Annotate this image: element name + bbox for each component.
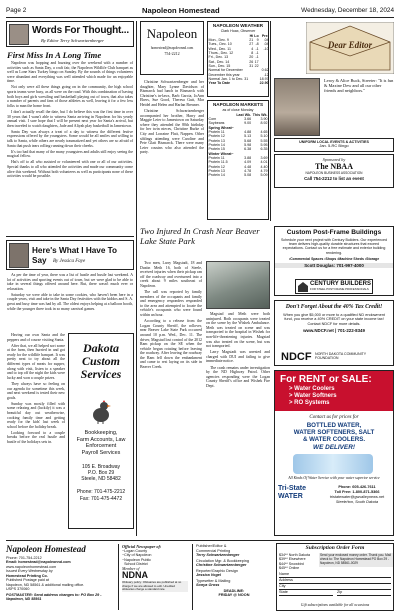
city-field[interactable]: City [279,584,391,590]
section-rule [6,236,134,237]
official-title: Official Newspaper of: [122,544,162,549]
table-row: Mon., Dec. 9 21 9 .04 [208,38,269,43]
paragraph: They always have so feeling on our agenda for sometime this week, and next weekend is tested their new goals. [7,381,65,400]
list-item: ~City of Napoleon [122,553,152,558]
phone: Toll Free: 1-800-871-5366 [334,490,380,494]
middle-social-body [140,80,204,157]
table-row: Wed., Dec. 11 4 -1 -10 [208,46,269,51]
obituary-policy: Obituary policy: Obituaries are published at no charge if we are allowed to edit. Unedited obituaries charge a standard rate. [122,581,188,591]
table-row: Spring Wheat~ [208,125,234,130]
article-headline: First Miss In A Long Time [7,50,102,60]
paragraph: I don't actually recall the date, but I do believe this was the first time in over 30 years that I wasn't able to witness Santa arriving in Napoleon for his yearly annual visit. I sure hope that I will be present next year for Santa's arrival, but then traveled to watch daughters, Jade and Aliyah play basketball in Jamestown. [7,109,133,128]
table-row: Protein 12 4.48 4.40 [208,164,268,169]
markets-title: NAPOLEON MARKETS [212,102,264,107]
nbaa-sponsor-ad [274,154,394,188]
table-row: Protein 11.5 4.09 4.01 [208,160,268,165]
paragraph: Looking forward to a couple breaks before the real hustle and bustle of the holidays sets in. [7,430,65,445]
footer-lines [6,556,114,592]
table-row: Protein 13 4.78 4.79 [208,168,268,173]
weather-observer: Clark Hoax, Observer [220,28,256,33]
paper-name: Napoleon Homestead [142,6,220,15]
heres-body-top [7,273,133,313]
page-number: Page 2 [6,7,27,14]
subscription-title: Subscription Order Form [305,545,365,551]
barn-icon [298,282,308,292]
water-jug-icon [293,454,373,474]
price-option[interactable]: $39** Elsewhere [279,557,306,562]
dear-editor-graphic [306,22,394,74]
footer-line: Napoleon, ND 58561 & additional mailing office. [6,582,85,587]
ad-title: For RENT or SALE: [280,374,372,385]
ad-fax: Fax: 701-475-4472 [79,496,123,502]
ndcf-logo: NDCF [281,351,312,363]
table-row: Thurs., Dec. 12 8 -1 [208,51,259,56]
table-row: Corn 3.66 3.90 [208,117,268,122]
table-row: Tues., Dec. 10 27 -8 .04 [208,42,269,47]
price-option[interactable]: $34** North Dakota [279,553,310,557]
sponsor-label: Sponsored by [322,157,346,162]
paragraph: The crash remains under investigation by the ND Highway Patrol. Other agencies responding were the Logan County Sheriff's office and Wishek Fire Dept. [206,365,270,388]
masthead-rule [6,17,394,18]
ad-title: Don't Forget About the 40% Tax Credit! [285,304,383,310]
subscription-note: Send your enclosed money order. Thank you. Mail check to: The Napoleon Homestead PO Box 29 - Napoleon, ND 58561-0029 [320,553,391,565]
editor-photo [9,24,29,45]
staff-list [192,544,272,610]
list-item: & WATER COOLERS. [302,436,366,443]
markets-sub: as of close Monday [222,107,254,112]
columnist-photo [9,243,29,268]
sponsor-name: The NBAA [314,162,353,172]
issue-date: Wednesday, December 18, 2024 [301,7,394,14]
brand-name: CENTURY BUILDERS [310,281,372,287]
column-divider [136,21,137,536]
uniform-events-ad [274,138,394,152]
city: Steele/ton, South Dakota [335,500,379,504]
paragraph: Christine Schwartzenberger accompanied her brother, Harry and Maggie Leier to Jamestown on Saturday where they attended the 80th birthday for her twin nieces, Christine Burke of City and Lorraine Flatt, Nappen. Other siblings attending were Caroline and Pete Glatt Bismarck. There were many Leier cousins who also attended the party. [140,109,204,155]
couple-photo [274,78,320,136]
tristate-water-ad [274,370,394,536]
table-row: Sat., Dec. 14 26 17 [208,59,259,64]
heres-what-header [6,240,134,270]
address-field[interactable]: Address [279,578,391,584]
crash-body-right [206,312,270,536]
footer-line: Published Postage paid at [6,578,49,583]
markets-table: Last Wk. This Wk. Corn 3.66 3.90 Soybeans 9.00 8.92 Spring Wheat~ Protein 11 4.88 4.65 Protein 12 5.13 5.10 Protein 13 5.68 5.55 Protein 14 5.98 5.95 Protein 15 6.38 6.35 Winter Wheat~ Protein 11 3.88 3.69 Protein 11.5 4.09 4.01 Protein 12 4.48 4.40 Protein 13 4.78 4.79 Protein 14 5.08 5.09 [208,112,268,178]
service-item: Payroll Services [81,449,121,456]
paragraph: According to a release from the Logan County Sheriff, the rollover, near Beaver Lake State Park occurred around 10 p.m. Wed., Dec. 11. The driver, Magstad lost control of the 2012 Ram pickup on the SE when the vehicle began rotating before leaving the roadway. After leaving the roadway the Ram fell down the embankment and came to rest laying on its side in Beaver Creek. [140,319,202,370]
web: tristatewater@gwvalleynews.net [329,495,385,499]
paragraph: Santa Day was always a treat of a day to witness the different festive expressions offered by the youngsters. Some would be all smiles and willing to talk to Santa, while others are nearly traumatized and yet others are so afraid of Santa that push tears rolling running down their cheeks. [7,129,133,148]
footer-line: USPS 370060 [6,587,30,592]
crash-photo [206,261,270,309]
subscription-form [276,543,394,611]
address-line: Steele, ND 58482 [81,476,121,483]
social-phone: 754-2212 [164,51,180,56]
list-item: School District [124,562,148,567]
century-logo [295,279,373,294]
table-row: Protein 14 5.08 5.09 [208,173,268,178]
staff-entry: Reporter/Graphic Design Jessica Vogel [196,568,238,577]
paragraph: Hat's off to all who assisted or volunteered with one or all of our activities. Special thanks to all who attended the activities and made our community come alive this weekend. Without both volunteers as well as participants none of these activities would be possible. [7,160,133,179]
subscription-prices [279,553,319,571]
list-item: ~Logan County [122,549,148,554]
column-divider [270,21,271,221]
napoleon-social-box [140,21,204,75]
ad-address [71,464,131,483]
crash-body-left [140,261,202,536]
table-row: Protein 12 5.13 5.10 [208,134,268,139]
service-item: Bookkeeping, [84,430,118,436]
photo-caption: Leroy & Alice Buck, Streeter: "It is fun & Maxine Dew and all our other friends and neighbors." [324,78,394,93]
century-builders-ad [274,226,394,296]
ad-web: www.NDCF.net | 701-222-8349 [303,328,365,334]
paragraph: As per the time of year, there was a list of hustle and bustle last weekend. A lot of activities and sporting events out of town, but we were glad to be able to take in several things offered around here. But, there wasn't much ever or relaxation. [7,273,133,291]
table-row: Soybeans 9.00 8.92 [208,121,268,126]
dakota-custom-ad [68,333,134,529]
price-option[interactable]: $45** Online [279,566,300,571]
masthead [6,6,394,16]
paragraph: Magstad and Meth were both uninjured. Both occupants were treated on the scene by the Wishek Ambulance. Meth was treated on scene and was transported to the hospital in Wishek for non-life-threatening injuries. Magstad was also treated on the scene, but was not transported. [206,312,270,349]
social-title: Napoleon [146,26,198,41]
state-field[interactable]: State [279,590,333,596]
ndcf-name: NORTH DAKOTA COMMUNITY FOUNDATION [315,352,367,361]
postmaster-notice: POSTMASTER: Send address changes to: PO Box 29 - Napoleon, ND 58561 [6,592,102,602]
column-title: Here's What I Have To Say [32,246,118,265]
sponsor-sub: NAPOLEON BUSINESS ASSOCIATION [305,170,363,175]
table-row: Protein 11 4.88 4.65 [208,130,268,135]
ad-title: Dakota Custom Services [80,341,122,381]
dear-editor-title: Dear Editor [327,40,373,50]
deliver-callout: WE DELIVER! [313,444,355,451]
price-option[interactable]: $44** Snowbird [279,561,304,566]
sponsor-phone: Call 754-2212 to list an event [304,176,364,182]
footer-masthead [6,544,114,610]
address-line: P.O. Box 29 [87,470,115,477]
table-row: Protein 13 5.68 5.55 [208,138,268,143]
gift-note: Gift subscriptions available for all occasions [300,603,370,607]
ad-body: When you give $5,000 or more to a qualified ND endowment fund, you receive a 40% CREDIT on your state income tax! Contact NDCF for more details. [283,312,385,326]
paragraph: Napoleon was hopping and buzzing over the weekend with a number of activities such as Santa Day, a craft fair, the Napoleon Wildlife Club banquet as well as Lone Stars Turkey bingo on Sunday. By the sounds of things volunteers were abundant and everything was well attended which made for an enjoyable time. [7,61,133,84]
ad-contacts [323,485,391,505]
table-row: Sun., Dec. 15 31 22 [208,64,259,68]
events-item: Jan. 5-RC Bingo [319,143,349,149]
heres-body-left [7,333,65,537]
weather-title: NAPOLEON WEATHER [212,23,264,28]
footer-line: Email: homestead@napoleonnd.com [6,560,71,565]
subscription-fields [279,572,391,596]
ad-title: Custom Post-Frame Buildings [286,229,382,236]
markets-box [207,100,269,220]
social-email: homestead@napoleonnd.com [150,46,194,50]
list-item: ~Napoleon Public [122,557,152,562]
paragraph: Christine Schwartzenberger and her daughter, Mary Lynne Davidson of Bismarck had lunch in Bismarck with Christine's in-laws, Barb Garcia, JoAnn Ebers, Sue Good, Theresa Gutt, Mar Heidel and Helen and Harlan Breuner. [140,80,204,107]
staff-entry: Publisher/Editor & Commercial Printing Terry Schwartzenberger [196,544,240,557]
staff-entry: Typesetter & Mailing Sonya Gross [196,578,231,587]
weather-table: Hi Lo Pre. Mon., Dec. 9 21 9 .04 Tues., Dec. 10 27 -8 .04 Wed., Dec. 11 4 -1 -10 Thurs., Dec. 12 8 -1 Fri., Dec. 13 20 -1 Sat., Dec. 14 26 17 Sun., Dec. 15 31 22 Normal for December 0.62 December this year .12 Normal Jan. 1 to Dec. 31 18.97 Year To Date 22.90 [208,33,269,86]
ndna-logo: NDNA [122,570,148,581]
ad-phone: Phone: 701-475-2212 [76,489,126,495]
member-label: Member of [122,565,140,571]
table-row: Protein 14 5.98 5.95 [208,143,268,147]
ad-body: Schedule your next project with Century Builders. Our experienced team delivers high-quality durable structures that exceed expectations. Contact us for a free estimate and exterior building rendering. [280,237,388,255]
list-item: BOTTLED WATER, [306,422,362,429]
footer-line: www.napoleonhomestead.com [6,564,57,569]
paragraph: Not only were all these things going on in the community, the high school sports teams were busy, as all were on the road. With this combination of having both boys and girls wrestling and basketball playing out of town, that also takes a number of parents and fans of those athletes as well, leaving it for a few less folks to man the home front. [7,85,133,108]
paragraph: Sunday was mostly filled with some relaxing and (luckily) it was a beautiful day out weatherwise, cooking family time and getting ready for the kids' last week of school before the holiday break. [7,401,65,429]
staff-entry: Circulation Mgr. & Bookkeeping Christine Schwartzenberger [196,558,249,567]
column-byline: By Jessica Faye [53,259,86,264]
official-list [122,549,188,567]
deadline: DEADLINE: FRIDAY @ NOON [218,588,250,597]
chicken-icon [91,400,111,424]
ad-contact: Contact us for prices for [309,415,359,420]
table-row: Protein 11 3.88 3.69 [208,155,268,160]
footer-line: Homestead Printing Co. [6,573,48,578]
name-field[interactable]: Name [279,572,391,578]
weather-box [207,21,269,97]
list-item: > Water Coolers [289,386,335,392]
zip-field[interactable]: Zip [337,590,391,596]
words-body [7,61,133,180]
tristate-logo: Tri-State WATER [278,485,307,500]
list-item: WATER SOFTENERS, SALT [293,429,375,436]
address-line: 105 E. Broadway [81,464,121,470]
paragraph: Larry Magstadt was arrested and charged with DUI and failing to give immediate notice. [206,350,270,364]
product-list [275,422,393,443]
ad-footer: All Kinds Of Water Service with your water superior service [288,476,380,480]
paragraph: Saturday we were able to take in some cookies, who haven't been here in a couple years, visit and take in the Santa Day festivities with the kiddos and S. A. great and busy time was had by all. The oldest enjoys helping at a balloon booth, while the younger three took in so many carnival games. [7,292,133,311]
service-item: Farm Accounts, Law [76,436,126,443]
column-byline: By Editor Terry Schwartzenberger [41,38,105,43]
table-row: Fri., Dec. 13 20 -1 [208,55,259,60]
paragraph: It's too bad that many of the many youngsters and adults still enjoy seeing the magical fellow. [7,149,133,159]
services-list [71,430,131,456]
table-row: Winter Wheat~ [208,151,234,156]
official-newspaper [118,544,188,610]
events-title: UNIFORM LOCAL EVENTS & ACTIVITIES [299,140,369,144]
paragraph: After that, we all helped sort some at the farm, then hurried in and got ready for the wildlife banquet. It was pretty neat to try about all the different types of meats for supper, along with visit, listen to a speaker and to top off the night the kids were lucky and won a couple prizes. [7,343,65,380]
paragraph: Having our own Santa and the peppers and of course visiting Santa. [7,333,65,342]
list-item: > Water Softners [289,393,337,399]
footer-line: Issued Every Wednesday by [6,569,53,574]
rental-list [289,386,337,407]
footer-line: Phone: 701-754-2212 [6,555,42,560]
paragraph: Two men, Larry Magstadt, 18 and Dustin Meth 16, both of Steele, received injuries when their pickup ran off the roadway and overturned into a creek about 9 miles southeast of Napoleon. [140,261,202,288]
phone: Phone: 605-426-7611 [338,485,376,489]
words-for-thought-header [6,21,134,47]
footer-paper-name: Napoleon Homestead [6,544,86,554]
ad-tags: •Commercial Spaces •Shops •Machine Sheds •Storage [288,256,380,261]
crash-headline: Two Injured In Crash Near Beaver Lake State Park [140,226,260,246]
list-item: > RO Systems [289,400,330,406]
table-row: Protein 15 6.38 6.35 [208,147,268,152]
column-title: Words For Thought... [32,25,129,36]
ad-phone: Scott Douglas: 701-997-4000 [275,263,393,268]
ndcf-ad [274,300,394,366]
paragraph: The call was reported by family members of the occupants and family and emergency responders responded to the area and attempted to locate the vehicle's occupants who were found within an hour. [140,290,202,318]
brand-tagline: FOR STEEL POST FRAME PROFESSIONALS [310,287,369,291]
footer-rule [6,540,394,541]
service-item: Enforcement [85,443,117,450]
